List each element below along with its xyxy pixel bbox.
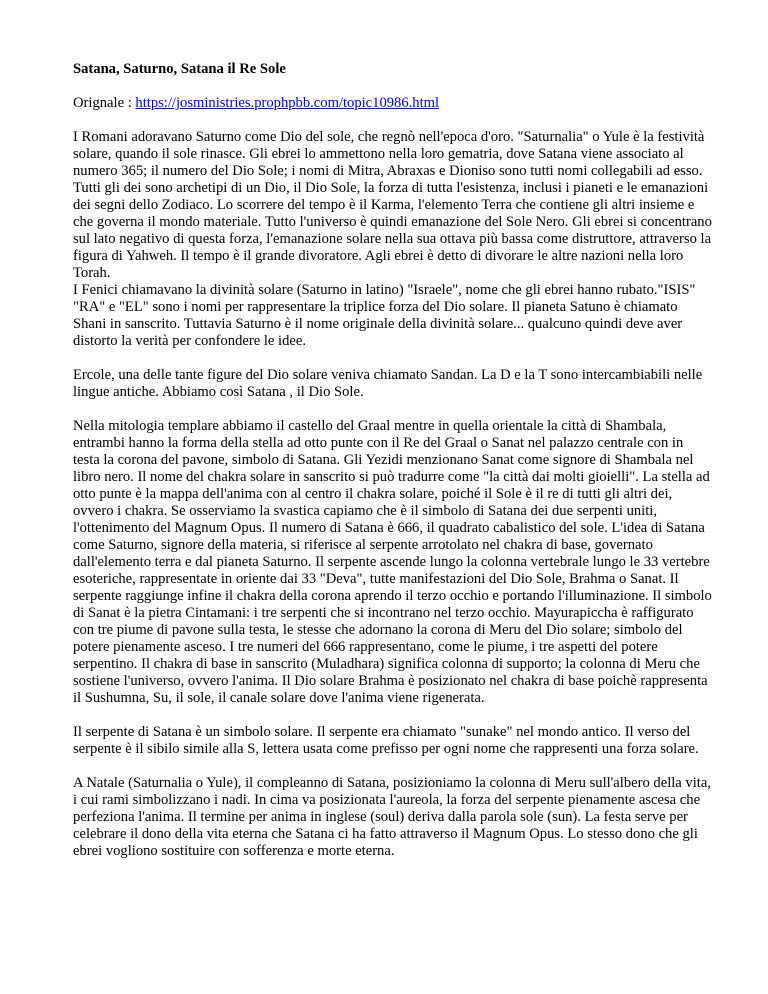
paragraph-5 (73, 775, 713, 860)
paragraph-line: Ercole, una delle tante figure del Dio solare veniva chiamato Sandan. La D e la T sono intercambiabili nelle lingue antiche. Abbiamo così Satana , il Dio Sole. (73, 367, 703, 400)
source-label: Orignale : (73, 95, 136, 111)
paragraph-4 (73, 724, 713, 758)
document-page (73, 61, 713, 877)
paragraph-line: Nella mitologia templare abbiamo il castello del Graal mentre in quella orientale la città di Shambala, entrambi hanno la forma della stella ad otto punte con il Re del Graal o Sanat nel palazzo centrale con in testa la corona del pavone, simbolo di Satana. Gli Yezidi menzionano Sanat come signore di Shambala nel libro nero. Il nome del chakra solare in sanscrito si può tradurre come "la città dai molti gioielli". La stella ad otto punte è la mappa dell'anima con al centro il chakra solare, poiché il Sole è il re di tutti gli altri dei, ovvero i chakra. Se osserviamo la svastica capiamo che è il simbolo di Satana dei due serpenti uniti, l'ottenimento del Magnum Opus. Il numero di Satana è 666, il quadrato cabalistico del sole. L'idea di Satana come Saturno, signore della materia, si riferisce al serpente arrotolato nel chakra di base, governato dall'elemento terra e dal pianeta Saturno. Il serpente ascende lungo la colonna vertebrale lungo le 33 vertebre esoteriche, rappresentate in oriente dai 33 "Deva", tutte manifestazioni del Dio Sole, Brahma o Sanat. Il serpente raggiunge infine il chakra della corona aprendo il terzo occhio e portando l'illuminazione. Il simbolo di Sanat è la pietra Cintamani: i tre serpenti che si incontrano nel terzo occhio. Mayurapiccha è raffigurato con tre piume di pavone sulla testa, le stesse che adornano la corona di Meru del Dio solare; simbolo del potere pienamente asceso. I tre numeri del 666 rappresentano, come le piume, i tre aspetti del potere serpentino. Il chakra di base in sanscrito (Muladhara) significa colonna di supporto; la colonna di Meru che sostiene l'universo, ovvero l'anima. Il Dio solare Brahma è posizionato nel chakra di base poichè rappresenta il Sushumna, Su, il sole, il canale solare dove l'anima viene rigenerata. (73, 418, 712, 706)
document-title: Satana, Saturno, Satana il Re Sole (73, 61, 286, 77)
paragraph-3 (73, 418, 713, 707)
paragraph-line: A Natale (Saturnalia o Yule), il compleanno di Satana, posizioniamo la colonna di Meru sull'albero della vita, i cui rami simbolizzano i nadi. In cima va posizionata l'aureola, la forza del serpente pienamente ascesa che perfeziona l'anima. Il termine per anima in inglese (soul) deriva dalla parola sole (sun). La festa serve per celebrare il dono della vita eterna che Satana ci ha fatto attraverso il Magnum Opus. Lo stesso dono che gli ebrei vogliono sostituire con sofferenza e morte eterna. (73, 775, 711, 859)
source-line (73, 95, 713, 112)
paragraph-line: I Romani adoravano Saturno come Dio del sole, che regnò nell'epoca d'oro. "Saturnalia" o Yule è la festività solare, quando il sole rinasce. Gli ebrei lo ammettono nella loro gematria, dove Satana viene associato al numero 365; il numero del Dio Sole; i nomi di Mitra, Abraxas e Dioniso sono tutti nomi collegabili ad esso. Tutti gli dei sono archetipi di un Dio, il Dio Sole, la forza di tutta l'esistenza, inclusi i pianeti e le emanazioni dei segni dello Zodiaco. Lo scorrere del tempo è il Karma, l'elemento Terra che contiene gli altri insieme e che governa il mondo materiale. Tutto l'universo è quindi emanazione del Sole Nero. Gli ebrei si concentrano sul lato negativo di questa forza, l'emanazione solare nella sua ottava più bassa come distruttore, attraverso la figura di Yahweh. Il tempo è il grande divoratore. Agli ebrei è detto di divorare le altre nazioni nella loro Torah. (73, 129, 712, 281)
source-link[interactable]: https://josministries.prophpbb.com/topic10986.html (135, 95, 440, 111)
paragraph-line: I Fenici chiamavano la divinità solare (Saturno in latino) "Israele", nome che gli ebrei hanno rubato."ISIS" "RA" e "EL" sono i nomi per rappresentare la triplice forza del Dio solare. Il pianeta Satuno è chiamato Shani in sanscrito. Tuttavia Saturno è il nome originale della divinità solare... qualcuno quindi deve aver distorto la verità per confondere le idee. (73, 282, 696, 349)
paragraph-1 (73, 129, 713, 350)
paragraph-line: Il serpente di Satana è un simbolo solare. Il serpente era chiamato "sunake" nel mondo antico. Il verso del serpente è il sibilo simile alla S, lettera usata come prefisso per ogni nome che rappresenti una forza solare. (73, 724, 699, 757)
paragraph-2 (73, 367, 713, 401)
